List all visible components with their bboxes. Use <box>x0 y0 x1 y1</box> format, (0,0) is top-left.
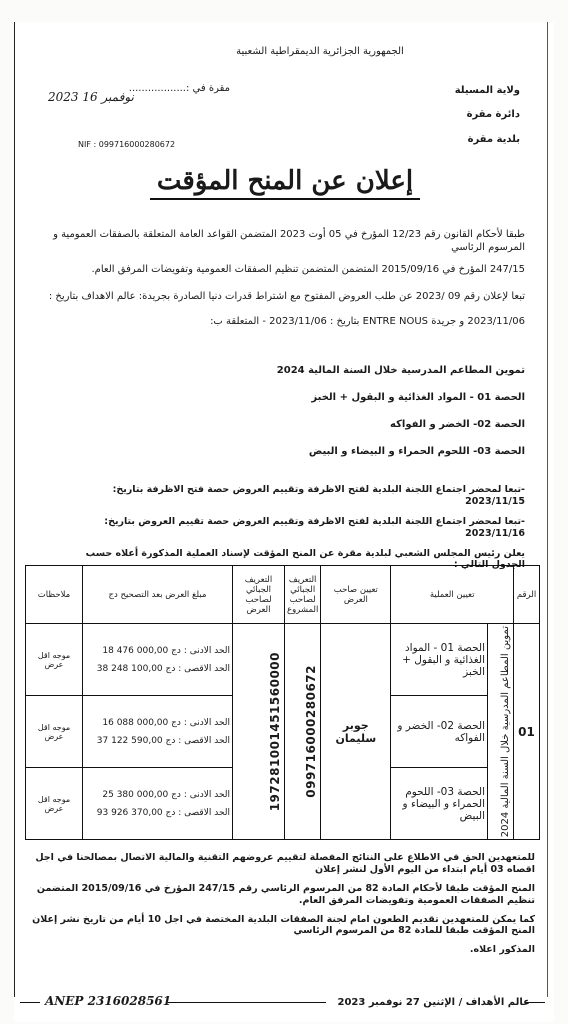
page-border-left <box>14 22 15 997</box>
committee-line: يعلن رئيس المجلس الشعبي لبلدية مقرة عن المنح المؤقت لإسناد العملية المذكورة أعلاه حسب الجدول التالي : <box>85 547 525 571</box>
wilaya-label: ولاية المسيلة <box>454 85 520 96</box>
closing-line: كما يمكن للمتعهدين تقديم الطعون امام لجنة الصفقات البلدية المختصة في اجل 10 أيام من تاريخ نشر إعلان المنح المؤقت طبقا للمادة 82 من المرسوم الرئاسي <box>32 913 535 937</box>
intro-line: طبقا لأحكام القانون رقم 12/23 المؤرخ في 05 أوت 2023 المتضمن القواعد العامة المتعلقة بالصفقات العمومية و المرسوم الرئاسي <box>53 229 525 253</box>
closing-line: المنح المؤقت طبقا لأحكام المادة 82 من المرسوم الرئاسي رقم 247/15 المؤرخ في 2015/09/16 المتضمن تنظيم الصفقات العمومية وتفويضات المرفق العام. <box>36 882 535 906</box>
header-num: الرقم <box>514 566 540 624</box>
operation-group: تموين المطاعم المدرسية خلال السنة المالية 2024 <box>488 624 514 840</box>
lots-list <box>60 364 525 472</box>
lot-name: الحصة 01 - المواد الغذائية و البقول + الخبز <box>391 624 488 696</box>
document-title: إعلان عن المنح المؤقت <box>150 166 420 200</box>
note-cell: موجه اقل عرض <box>26 768 83 840</box>
nif-value: 197281001451560000 <box>233 624 285 840</box>
baladia-label: بلدية مقرة <box>467 134 520 145</box>
daira-label: دائرة مقرة <box>466 109 520 120</box>
lot-item: الحصة 03- اللحوم الحمراء و البيضاء و البيض <box>308 446 525 457</box>
award-table <box>25 565 540 840</box>
header-notes: ملاحظات <box>26 566 83 624</box>
committee-line: -تبعا لمحضر اجتماع اللجنة البلدية لفتح الاظرفة وتقييم العروض حصة فتح الاظرفة بتاريخ: 2023/11/15 <box>112 484 525 507</box>
publication-line: عالم الأهداف / الإثنين 27 نوفمبر 2023 <box>337 997 530 1008</box>
closing-text <box>30 852 535 963</box>
footer-rule <box>20 1002 40 1003</box>
lots-heading: تموين المطاعم المدرسية خلال السنة المالية 2024 <box>276 365 525 376</box>
nif-number: NIF : 099716000280672 <box>78 140 176 149</box>
reference-line: تبعا لإعلان رقم 09 /2023 عن طلب العروض المفتوح مع اشتراط قدرات دنيا الصادرة بجريدة: عالم الاهداف بتاريخ : <box>48 291 525 302</box>
header-bidder: تعيين صاحب العرض <box>321 566 391 624</box>
footer-rule <box>168 1002 326 1003</box>
page-border-right <box>547 22 548 997</box>
note-cell: موجه اقل عرض <box>26 696 83 768</box>
reference-line: 2023/11/06 و جريدة ENTRE NOUS بتاريخ : 2023/11/06 - المتعلقة ب: <box>210 316 525 327</box>
lot-name: الحصة 03- اللحوم الحمراء و البيضاء و البيض <box>391 768 488 840</box>
anep-code: ANEP 2316028561 <box>45 994 172 1008</box>
handwritten-date: 2023 16 نوفمبر <box>48 90 134 104</box>
header-operation: تعيين العملية <box>391 566 514 624</box>
header-nif: التعريف الجبائي لصاحب العرض <box>233 566 285 624</box>
lot-name: الحصة 02- الخضر و الفواكه <box>391 696 488 768</box>
amount-cell: الحد الادنى : 16 088 000,00 دج الحد الاقصى : 37 122 590,00 دج <box>83 696 233 768</box>
header-nis: التعريف الجبائي لصاحب المشروع <box>285 566 321 624</box>
tender-reference <box>30 290 525 340</box>
nis-value: 099716000280672 <box>285 624 321 840</box>
note-cell: موجه اقل عرض <box>26 624 83 696</box>
closing-line: المذكور اعلاه. <box>469 944 535 956</box>
lot-item: الحصة 02- الخضر و الفواكه <box>390 419 525 430</box>
intro-line: 247/15 المؤرخ في 2015/09/16 المتضمن المتضمن تنظيم الصفقات العمومية وتفويضات المرفق العام. <box>91 264 525 275</box>
made-in-label: مقرة في :.................. <box>128 83 230 94</box>
republic-heading: الجمهورية الجزائرية الديمقراطية الشعبية <box>236 46 404 57</box>
header-amount: مبلغ العرض بعد التصحيح دج <box>83 566 233 624</box>
lot-item: الحصة 01 - المواد الغذائية و البقول + الخبز <box>311 392 525 403</box>
closing-line: للمتعهدين الحق في الاطلاع على النتائج المفصلة لتقييم عروضهم التقنية والمالية الاتصال بمصالحنا في اجل اقصاه 03 أيام ابتداء من اليوم الأول لنشر إعلان <box>35 852 535 875</box>
amount-cell: الحد الادنى : 18 476 000,00 دج الحد الاقصى : 38 248 100,00 دج <box>83 624 233 696</box>
legal-basis <box>30 228 525 285</box>
table-row <box>26 624 540 696</box>
amount-cell: الحد الادنى : 25 380 000,00 دج الحد الاقصى : 93 926 370,00 دج <box>83 768 233 840</box>
table-header-row <box>26 566 540 624</box>
row-number: 01 <box>514 624 540 840</box>
committee-line: -تبعا لمحضر اجتماع اللجنة البلدية لفتح الاظرفة وتقييم العروض حصة تقييم العروض بتاريخ: 2023/11/16 <box>104 515 525 539</box>
bidder-name: جوبر سليمان <box>321 624 391 840</box>
